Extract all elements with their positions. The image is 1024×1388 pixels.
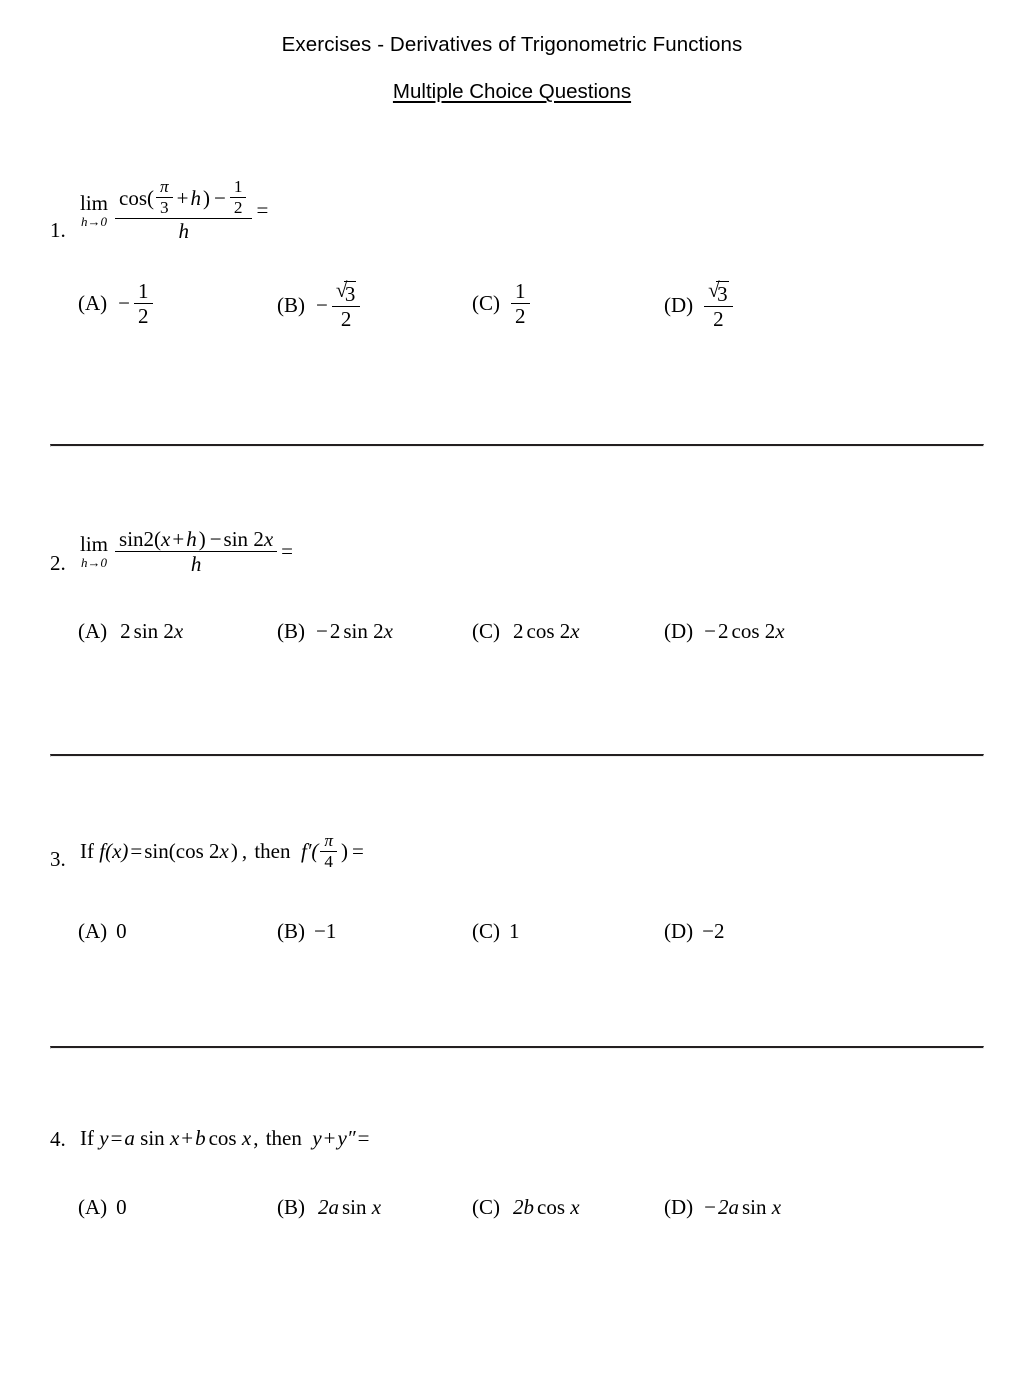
choice-1-d-den: 2 xyxy=(713,307,724,332)
choice-1-b-sign: − xyxy=(316,292,328,317)
choice-1-b-num xyxy=(332,280,361,307)
choice-3-b-value: −1 xyxy=(314,919,337,944)
limit-label: lim xyxy=(80,532,109,557)
coef-b: b xyxy=(195,1126,206,1150)
choice-1-a-value xyxy=(134,280,153,327)
choice-4-c-value: 2b cos x xyxy=(513,1195,580,1219)
minus-operator: − xyxy=(209,527,222,551)
choice-1-a-num: 1 xyxy=(134,280,153,304)
deriv-close-paren: ) xyxy=(341,839,349,864)
choice-2-a[interactable] xyxy=(78,619,183,644)
equals-sign: = xyxy=(281,539,293,564)
question-4-stem xyxy=(0,1126,1024,1151)
plus-operator: + xyxy=(176,185,189,210)
limit-subscript: h→0 xyxy=(81,213,107,229)
choice-3-b[interactable] xyxy=(277,919,336,944)
choice-4-b[interactable] xyxy=(277,1195,381,1220)
equals-sign: = xyxy=(352,839,364,864)
outer-fraction xyxy=(115,528,277,575)
choice-1-a-den: 2 xyxy=(138,304,149,329)
limit-operator xyxy=(80,534,108,569)
equals-1: = xyxy=(110,1126,123,1150)
outer-fraction-denominator: h xyxy=(178,219,189,244)
choice-4-d-value: −2a sin x xyxy=(704,1195,782,1219)
choice-2-c-label: (C) xyxy=(472,619,500,644)
coef-a: a xyxy=(124,1126,135,1150)
choice-4-b-label: (B) xyxy=(277,1195,305,1219)
result-y: y xyxy=(312,1126,322,1150)
outer-fraction xyxy=(115,178,252,242)
choice-4-a[interactable] xyxy=(78,1195,127,1220)
cos-function: cos xyxy=(208,1126,237,1150)
choice-3-c-label: (C) xyxy=(472,919,500,944)
plus-operator: + xyxy=(172,527,185,551)
coef-1: 2( xyxy=(143,527,162,551)
question-4-expression xyxy=(80,1126,371,1151)
two-denominator: 2 xyxy=(233,198,243,218)
pi-over-three xyxy=(156,178,173,217)
limit-operator xyxy=(80,190,109,229)
choice-3-b-label: (B) xyxy=(277,919,305,944)
choice-1-b-label: (B) xyxy=(277,292,305,317)
if-word: If xyxy=(80,839,94,864)
choice-3-c[interactable] xyxy=(472,919,520,944)
question-4 xyxy=(0,1126,1024,1247)
result-y-double-prime: y″ xyxy=(337,1126,356,1150)
result-plus: + xyxy=(323,1126,336,1150)
close-paren: ) xyxy=(202,185,210,210)
function-name: f xyxy=(99,839,106,864)
pi-symbol: π xyxy=(320,832,337,852)
choice-4-b-value: 2a sin x xyxy=(318,1195,382,1219)
choice-3-c-value: 1 xyxy=(509,919,520,944)
choice-1-c-value xyxy=(511,280,530,327)
choice-4-d[interactable] xyxy=(664,1195,781,1220)
choice-4-a-label: (A) xyxy=(78,1195,108,1219)
sqrt-icon: √ 3 xyxy=(708,280,729,305)
x-variable-1: x xyxy=(169,1126,180,1150)
limit-label: lim xyxy=(80,190,109,215)
outer-fraction-numerator xyxy=(115,178,252,219)
choice-2-d-value: −2 cos 2x xyxy=(704,619,785,644)
choice-1-b[interactable] xyxy=(277,280,362,330)
four-denominator: 4 xyxy=(324,852,334,872)
choice-1-c[interactable] xyxy=(472,280,532,327)
divider-3 xyxy=(50,1046,984,1049)
choice-2-c-value: 2 cos 2x xyxy=(513,619,580,644)
question-2-number: 2. xyxy=(50,551,66,575)
outer-fraction-denominator: h xyxy=(190,552,202,577)
question-3-stem xyxy=(0,832,1024,871)
then-word: then xyxy=(265,1126,302,1150)
question-3-expression xyxy=(80,832,366,871)
if-word: If xyxy=(80,1126,94,1150)
choice-1-d-value xyxy=(704,280,733,330)
choice-3-a[interactable] xyxy=(78,919,127,944)
choice-2-a-label: (A) xyxy=(78,619,108,644)
pi-symbol: π xyxy=(156,178,173,198)
choice-3-a-label: (A) xyxy=(78,919,108,944)
question-4-choices xyxy=(0,1195,1024,1247)
choice-1-c-num: 1 xyxy=(511,280,530,304)
choice-4-c-label: (C) xyxy=(472,1195,500,1219)
choice-2-c[interactable] xyxy=(472,619,580,644)
page-subtitle xyxy=(0,57,1024,104)
limit-subscript: h→0 xyxy=(81,555,107,571)
three-denominator: 3 xyxy=(160,198,169,218)
choice-3-d[interactable] xyxy=(664,919,725,944)
choice-2-d[interactable] xyxy=(664,619,785,644)
comma: , xyxy=(253,1126,259,1150)
choice-1-c-label: (C) xyxy=(472,291,500,316)
x-variable: x xyxy=(219,839,229,864)
divider-2 xyxy=(50,754,984,757)
question-2-stem xyxy=(0,528,1024,575)
outer-fraction-numerator xyxy=(115,528,277,552)
coef-2: 2 xyxy=(253,527,264,551)
cos-open: cos( xyxy=(119,185,155,210)
choice-1-b-den: 2 xyxy=(340,307,352,332)
choice-1-d-label: (D) xyxy=(664,292,694,317)
choice-3-a-value: 0 xyxy=(116,919,127,944)
h-variable: h xyxy=(186,527,197,551)
equals-sign: = xyxy=(357,1126,370,1150)
close-paren: ) xyxy=(198,527,206,551)
choice-3-d-label: (D) xyxy=(664,919,694,944)
close-paren: ) xyxy=(230,839,238,864)
choice-2-a-value: 2 sin 2x xyxy=(120,619,184,644)
comma: , xyxy=(241,839,248,864)
then-word: then xyxy=(254,839,291,864)
sin-function: sin xyxy=(140,1126,165,1150)
equals-1: = xyxy=(130,839,143,864)
question-1 xyxy=(0,178,1024,332)
x-variable-2: x xyxy=(263,527,274,551)
choice-2-b-value: −2 sin 2x xyxy=(316,619,393,644)
question-2-choices xyxy=(0,619,1024,671)
choice-2-b-label: (B) xyxy=(277,619,305,644)
x-variable: x xyxy=(161,527,171,551)
h-variable: h xyxy=(190,185,201,210)
derivative-name: f′( xyxy=(300,839,319,864)
choice-4-d-label: (D) xyxy=(664,1195,694,1219)
divider-1 xyxy=(50,444,984,447)
choice-1-a-sign: − xyxy=(118,291,130,316)
question-1-expression xyxy=(80,178,270,242)
equals-sign: = xyxy=(256,197,269,222)
sqrt-icon: √ 3 xyxy=(336,280,357,305)
y-variable: y xyxy=(99,1126,109,1150)
one-half xyxy=(230,178,247,217)
choice-1-b-value xyxy=(332,280,361,330)
choice-1-a-label: (A) xyxy=(78,291,108,316)
pi-over-four xyxy=(320,832,337,871)
page-subtitle-text: Multiple Choice Questions xyxy=(392,80,632,103)
question-1-number: 1. xyxy=(50,218,66,243)
page-title: Exercises - Derivatives of Trigonometric Functions xyxy=(281,33,743,56)
question-3-number: 3. xyxy=(50,847,66,872)
sin-2: sin xyxy=(223,527,249,551)
sin-cos-open: sin(cos xyxy=(144,839,204,864)
minus-operator: − xyxy=(213,185,226,210)
question-1-choices xyxy=(0,280,1024,332)
choice-1-c-den: 2 xyxy=(515,304,526,329)
question-2-expression xyxy=(80,528,295,575)
choice-2-d-label: (D) xyxy=(664,619,694,644)
choice-4-a-value: 0 xyxy=(116,1195,127,1219)
one-numerator: 1 xyxy=(230,178,247,198)
choice-1-d[interactable] xyxy=(664,280,735,330)
choice-3-d-value: −2 xyxy=(702,919,725,944)
choice-2-b[interactable] xyxy=(277,619,393,644)
choice-1-a[interactable] xyxy=(78,280,155,327)
question-3-choices xyxy=(0,919,1024,971)
question-2 xyxy=(0,528,1024,671)
x-variable-2: x xyxy=(241,1126,252,1150)
choice-4-c[interactable] xyxy=(472,1195,580,1220)
question-3 xyxy=(0,832,1024,971)
function-arg: (x) xyxy=(105,839,129,864)
sin-1: sin xyxy=(119,527,144,551)
question-1-stem xyxy=(0,178,1024,242)
plus-operator: + xyxy=(181,1126,194,1150)
coef-2x: 2 xyxy=(209,839,220,864)
choice-1-d-num xyxy=(704,280,733,307)
derivative-expression xyxy=(301,832,350,871)
question-4-number: 4. xyxy=(50,1126,66,1151)
